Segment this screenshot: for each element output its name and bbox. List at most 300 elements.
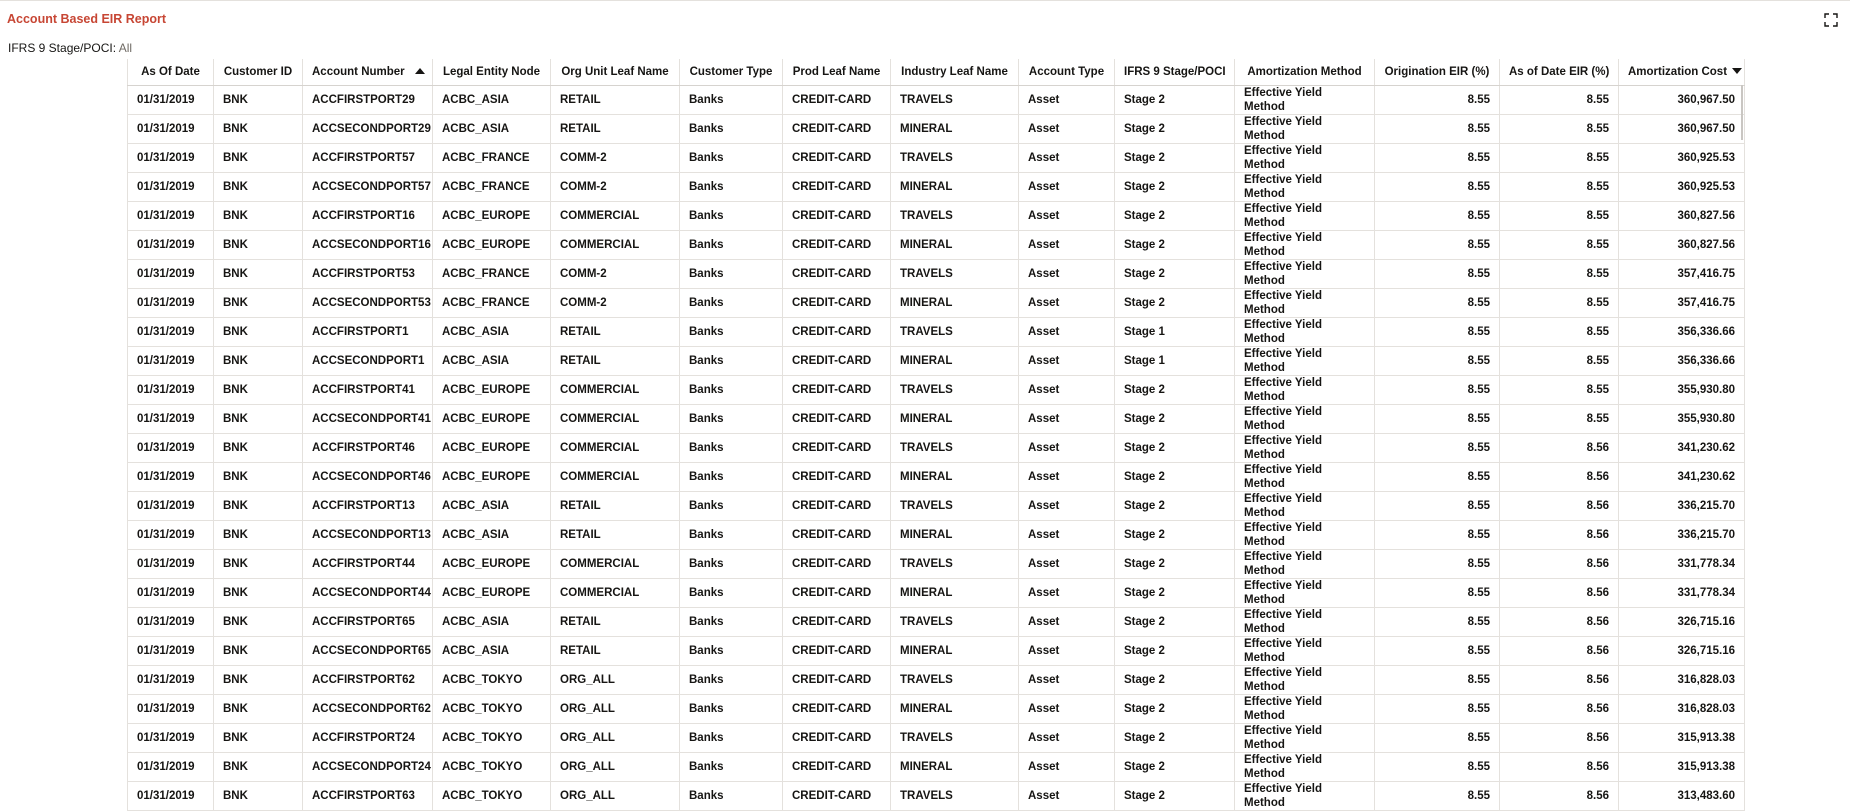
cell-amortization-cost: 341,230.62 xyxy=(1619,463,1745,492)
col-header-amortization-method[interactable]: Amortization Method xyxy=(1235,59,1375,86)
col-header-as-of-date-eir[interactable]: As of Date EIR (%) xyxy=(1500,59,1619,86)
cell-customer-id: BNK xyxy=(214,144,303,173)
cell-industry-leaf-name: MINERAL xyxy=(891,579,1019,608)
cell-as-of-date: 01/31/2019 xyxy=(128,521,214,550)
cell-legal-entity-node: ACBC_ASIA xyxy=(433,318,551,347)
cell-ifrs9-stage: Stage 2 xyxy=(1115,289,1235,318)
cell-legal-entity-node: ACBC_TOKYO xyxy=(433,724,551,753)
cell-industry-leaf-name: TRAVELS xyxy=(891,724,1019,753)
cell-account-type: Asset xyxy=(1019,202,1115,231)
table-row[interactable] xyxy=(128,724,1745,753)
cell-legal-entity-node: ACBC_ASIA xyxy=(433,115,551,144)
col-header-account-number[interactable]: Account Number xyxy=(303,59,433,86)
cell-legal-entity-node: ACBC_ASIA xyxy=(433,521,551,550)
cell-origination-eir: 8.55 xyxy=(1375,492,1500,521)
cell-customer-id: BNK xyxy=(214,434,303,463)
cell-ifrs9-stage: Stage 1 xyxy=(1115,318,1235,347)
table-row[interactable] xyxy=(128,637,1745,666)
cell-as-of-date-eir: 8.55 xyxy=(1500,376,1619,405)
cell-amortization-method: Effective Yield Method xyxy=(1235,579,1375,608)
cell-amortization-method: Effective Yield Method xyxy=(1235,434,1375,463)
filter-label: IFRS 9 Stage/POCI: xyxy=(8,41,117,55)
cell-account-type: Asset xyxy=(1019,782,1115,811)
table-row[interactable] xyxy=(128,608,1745,637)
cell-org-unit-leaf-name: COMMERCIAL xyxy=(551,550,680,579)
cell-customer-type: Banks xyxy=(680,608,783,637)
cell-amortization-method: Effective Yield Method xyxy=(1235,144,1375,173)
cell-ifrs9-stage: Stage 2 xyxy=(1115,637,1235,666)
table-row[interactable] xyxy=(128,231,1745,260)
cell-origination-eir: 8.55 xyxy=(1375,347,1500,376)
cell-amortization-method: Effective Yield Method xyxy=(1235,318,1375,347)
cell-account-number: ACCFIRSTPORT24 xyxy=(303,724,433,753)
col-header-account-type[interactable]: Account Type xyxy=(1019,59,1115,86)
cell-prod-leaf-name: CREDIT-CARD xyxy=(783,782,891,811)
cell-as-of-date: 01/31/2019 xyxy=(128,231,214,260)
table-row[interactable] xyxy=(128,202,1745,231)
cell-customer-type: Banks xyxy=(680,144,783,173)
cell-customer-id: BNK xyxy=(214,318,303,347)
col-header-amortization-cost[interactable]: Amortization Cost xyxy=(1619,59,1745,86)
cell-customer-id: BNK xyxy=(214,289,303,318)
cell-amortization-method: Effective Yield Method xyxy=(1235,115,1375,144)
col-header-as-of-date[interactable]: As Of Date xyxy=(128,59,214,86)
cell-industry-leaf-name: MINERAL xyxy=(891,463,1019,492)
cell-as-of-date-eir: 8.56 xyxy=(1500,434,1619,463)
cell-as-of-date: 01/31/2019 xyxy=(128,608,214,637)
cell-account-type: Asset xyxy=(1019,86,1115,115)
cell-origination-eir: 8.55 xyxy=(1375,724,1500,753)
cell-org-unit-leaf-name: COMM-2 xyxy=(551,144,680,173)
cell-prod-leaf-name: CREDIT-CARD xyxy=(783,231,891,260)
cell-customer-id: BNK xyxy=(214,492,303,521)
cell-industry-leaf-name: MINERAL xyxy=(891,115,1019,144)
cell-org-unit-leaf-name: ORG_ALL xyxy=(551,753,680,782)
col-header-industry-leaf-name[interactable]: Industry Leaf Name xyxy=(891,59,1019,86)
cell-account-number: ACCFIRSTPORT63 xyxy=(303,782,433,811)
table-row[interactable] xyxy=(128,347,1745,376)
cell-org-unit-leaf-name: COMMERCIAL xyxy=(551,231,680,260)
cell-amortization-cost: 331,778.34 xyxy=(1619,550,1745,579)
cell-amortization-method: Effective Yield Method xyxy=(1235,463,1375,492)
vertical-scrollbar[interactable] xyxy=(1741,85,1743,140)
table-row[interactable] xyxy=(128,115,1745,144)
cell-origination-eir: 8.55 xyxy=(1375,579,1500,608)
table-row[interactable] xyxy=(128,695,1745,724)
cell-account-type: Asset xyxy=(1019,724,1115,753)
cell-prod-leaf-name: CREDIT-CARD xyxy=(783,608,891,637)
cell-account-number: ACCSECONDPORT65 xyxy=(303,637,433,666)
cell-ifrs9-stage: Stage 2 xyxy=(1115,376,1235,405)
table-row[interactable] xyxy=(128,550,1745,579)
table-row[interactable] xyxy=(128,753,1745,782)
cell-customer-type: Banks xyxy=(680,666,783,695)
cell-legal-entity-node: ACBC_EUROPE xyxy=(433,202,551,231)
cell-ifrs9-stage: Stage 2 xyxy=(1115,463,1235,492)
cell-legal-entity-node: ACBC_ASIA xyxy=(433,492,551,521)
cell-as-of-date: 01/31/2019 xyxy=(128,260,214,289)
table-header-row xyxy=(128,59,1745,86)
cell-customer-id: BNK xyxy=(214,753,303,782)
cell-account-number: ACCSECONDPORT1 xyxy=(303,347,433,376)
sort-descending-icon[interactable] xyxy=(1732,68,1742,74)
col-header-origination-eir[interactable]: Origination EIR (%) xyxy=(1375,59,1500,86)
cell-ifrs9-stage: Stage 2 xyxy=(1115,695,1235,724)
cell-customer-id: BNK xyxy=(214,405,303,434)
cell-industry-leaf-name: TRAVELS xyxy=(891,434,1019,463)
cell-amortization-method: Effective Yield Method xyxy=(1235,202,1375,231)
cell-legal-entity-node: ACBC_EUROPE xyxy=(433,405,551,434)
col-header-prod-leaf-name[interactable]: Prod Leaf Name xyxy=(783,59,891,86)
cell-prod-leaf-name: CREDIT-CARD xyxy=(783,405,891,434)
cell-as-of-date-eir: 8.56 xyxy=(1500,724,1619,753)
cell-as-of-date: 01/31/2019 xyxy=(128,173,214,202)
cell-industry-leaf-name: MINERAL xyxy=(891,753,1019,782)
cell-as-of-date-eir: 8.56 xyxy=(1500,753,1619,782)
cell-origination-eir: 8.55 xyxy=(1375,695,1500,724)
cell-amortization-method: Effective Yield Method xyxy=(1235,695,1375,724)
top-divider xyxy=(0,0,1850,1)
table-row[interactable] xyxy=(128,260,1745,289)
cell-customer-type: Banks xyxy=(680,405,783,434)
cell-as-of-date-eir: 8.55 xyxy=(1500,173,1619,202)
cell-amortization-cost: 360,967.50 xyxy=(1619,86,1745,115)
cell-customer-id: BNK xyxy=(214,86,303,115)
cell-prod-leaf-name: CREDIT-CARD xyxy=(783,115,891,144)
cell-ifrs9-stage: Stage 2 xyxy=(1115,579,1235,608)
cell-as-of-date-eir: 8.55 xyxy=(1500,115,1619,144)
table-row[interactable] xyxy=(128,434,1745,463)
cell-org-unit-leaf-name: ORG_ALL xyxy=(551,724,680,753)
cell-customer-id: BNK xyxy=(214,463,303,492)
cell-org-unit-leaf-name: RETAIL xyxy=(551,115,680,144)
cell-legal-entity-node: ACBC_EUROPE xyxy=(433,434,551,463)
cell-account-number: ACCFIRSTPORT41 xyxy=(303,376,433,405)
cell-ifrs9-stage: Stage 2 xyxy=(1115,608,1235,637)
cell-ifrs9-stage: Stage 2 xyxy=(1115,434,1235,463)
cell-ifrs9-stage: Stage 2 xyxy=(1115,521,1235,550)
table-row[interactable] xyxy=(128,289,1745,318)
table-row[interactable] xyxy=(128,521,1745,550)
cell-account-number: ACCSECONDPORT57 xyxy=(303,173,433,202)
cell-account-number: ACCFIRSTPORT13 xyxy=(303,492,433,521)
cell-org-unit-leaf-name: COMM-2 xyxy=(551,289,680,318)
cell-origination-eir: 8.55 xyxy=(1375,289,1500,318)
cell-as-of-date: 01/31/2019 xyxy=(128,463,214,492)
cell-ifrs9-stage: Stage 1 xyxy=(1115,347,1235,376)
cell-as-of-date: 01/31/2019 xyxy=(128,86,214,115)
cell-origination-eir: 8.55 xyxy=(1375,608,1500,637)
cell-as-of-date-eir: 8.56 xyxy=(1500,637,1619,666)
cell-as-of-date: 01/31/2019 xyxy=(128,637,214,666)
cell-prod-leaf-name: CREDIT-CARD xyxy=(783,260,891,289)
cell-customer-type: Banks xyxy=(680,202,783,231)
table-row[interactable] xyxy=(128,405,1745,434)
cell-prod-leaf-name: CREDIT-CARD xyxy=(783,318,891,347)
cell-industry-leaf-name: TRAVELS xyxy=(891,666,1019,695)
cell-amortization-cost: 360,827.56 xyxy=(1619,231,1745,260)
table-row[interactable] xyxy=(128,579,1745,608)
cell-org-unit-leaf-name: RETAIL xyxy=(551,86,680,115)
cell-account-type: Asset xyxy=(1019,608,1115,637)
cell-org-unit-leaf-name: COMMERCIAL xyxy=(551,579,680,608)
cell-customer-type: Banks xyxy=(680,753,783,782)
table-row[interactable] xyxy=(128,463,1745,492)
cell-customer-id: BNK xyxy=(214,608,303,637)
cell-customer-id: BNK xyxy=(214,666,303,695)
cell-org-unit-leaf-name: RETAIL xyxy=(551,521,680,550)
cell-as-of-date-eir: 8.56 xyxy=(1500,608,1619,637)
cell-ifrs9-stage: Stage 2 xyxy=(1115,782,1235,811)
cell-amortization-cost: 336,215.70 xyxy=(1619,521,1745,550)
cell-account-type: Asset xyxy=(1019,405,1115,434)
cell-prod-leaf-name: CREDIT-CARD xyxy=(783,173,891,202)
cell-ifrs9-stage: Stage 2 xyxy=(1115,724,1235,753)
cell-amortization-cost: 341,230.62 xyxy=(1619,434,1745,463)
cell-account-type: Asset xyxy=(1019,666,1115,695)
cell-amortization-method: Effective Yield Method xyxy=(1235,492,1375,521)
cell-account-number: ACCFIRSTPORT53 xyxy=(303,260,433,289)
cell-amortization-cost: 357,416.75 xyxy=(1619,289,1745,318)
cell-ifrs9-stage: Stage 2 xyxy=(1115,753,1235,782)
cell-legal-entity-node: ACBC_ASIA xyxy=(433,347,551,376)
cell-industry-leaf-name: TRAVELS xyxy=(891,86,1019,115)
cell-customer-type: Banks xyxy=(680,318,783,347)
cell-origination-eir: 8.55 xyxy=(1375,173,1500,202)
cell-account-type: Asset xyxy=(1019,318,1115,347)
cell-industry-leaf-name: TRAVELS xyxy=(891,550,1019,579)
cell-customer-id: BNK xyxy=(214,782,303,811)
cell-industry-leaf-name: MINERAL xyxy=(891,347,1019,376)
cell-customer-id: BNK xyxy=(214,260,303,289)
cell-amortization-cost: 336,215.70 xyxy=(1619,492,1745,521)
cell-amortization-cost: 357,416.75 xyxy=(1619,260,1745,289)
col-header-customer-id[interactable]: Customer ID xyxy=(214,59,303,86)
cell-origination-eir: 8.55 xyxy=(1375,753,1500,782)
cell-as-of-date: 01/31/2019 xyxy=(128,289,214,318)
cell-ifrs9-stage: Stage 2 xyxy=(1115,405,1235,434)
cell-legal-entity-node: ACBC_FRANCE xyxy=(433,144,551,173)
cell-industry-leaf-name: TRAVELS xyxy=(891,376,1019,405)
cell-amortization-cost: 315,913.38 xyxy=(1619,753,1745,782)
sort-ascending-icon[interactable] xyxy=(415,68,425,74)
filter-summary xyxy=(8,41,132,55)
col-header-org-unit-leaf-name[interactable]: Org Unit Leaf Name xyxy=(551,59,680,86)
cell-ifrs9-stage: Stage 2 xyxy=(1115,115,1235,144)
cell-org-unit-leaf-name: RETAIL xyxy=(551,608,680,637)
col-header-customer-type[interactable]: Customer Type xyxy=(680,59,783,86)
cell-ifrs9-stage: Stage 2 xyxy=(1115,666,1235,695)
table-row[interactable] xyxy=(128,86,1745,115)
cell-as-of-date: 01/31/2019 xyxy=(128,202,214,231)
cell-as-of-date-eir: 8.55 xyxy=(1500,318,1619,347)
cell-account-type: Asset xyxy=(1019,550,1115,579)
cell-org-unit-leaf-name: RETAIL xyxy=(551,318,680,347)
cell-origination-eir: 8.55 xyxy=(1375,782,1500,811)
cell-account-number: ACCSECONDPORT41 xyxy=(303,405,433,434)
cell-origination-eir: 8.55 xyxy=(1375,521,1500,550)
cell-account-number: ACCFIRSTPORT29 xyxy=(303,86,433,115)
report-table-container[interactable] xyxy=(127,59,1744,809)
report-table xyxy=(127,59,1745,811)
cell-as-of-date: 01/31/2019 xyxy=(128,376,214,405)
cell-customer-id: BNK xyxy=(214,637,303,666)
cell-amortization-cost: 356,336.66 xyxy=(1619,318,1745,347)
cell-customer-type: Banks xyxy=(680,550,783,579)
cell-account-number: ACCFIRSTPORT44 xyxy=(303,550,433,579)
cell-as-of-date: 01/31/2019 xyxy=(128,782,214,811)
cell-customer-type: Banks xyxy=(680,521,783,550)
cell-account-type: Asset xyxy=(1019,144,1115,173)
cell-customer-type: Banks xyxy=(680,463,783,492)
cell-customer-type: Banks xyxy=(680,115,783,144)
cell-amortization-cost: 326,715.16 xyxy=(1619,608,1745,637)
cell-industry-leaf-name: TRAVELS xyxy=(891,608,1019,637)
cell-account-number: ACCSECONDPORT13 xyxy=(303,521,433,550)
cell-legal-entity-node: ACBC_FRANCE xyxy=(433,289,551,318)
cell-prod-leaf-name: CREDIT-CARD xyxy=(783,550,891,579)
cell-ifrs9-stage: Stage 2 xyxy=(1115,173,1235,202)
cell-customer-id: BNK xyxy=(214,521,303,550)
cell-as-of-date: 01/31/2019 xyxy=(128,579,214,608)
cell-customer-type: Banks xyxy=(680,492,783,521)
cell-customer-type: Banks xyxy=(680,434,783,463)
cell-origination-eir: 8.55 xyxy=(1375,231,1500,260)
report-title: Account Based EIR Report xyxy=(7,12,167,26)
cell-account-number: ACCSECONDPORT16 xyxy=(303,231,433,260)
table-row[interactable] xyxy=(128,782,1745,811)
cell-account-type: Asset xyxy=(1019,347,1115,376)
col-header-ifrs9-stage[interactable]: IFRS 9 Stage/POCI xyxy=(1115,59,1235,86)
cell-as-of-date-eir: 8.56 xyxy=(1500,695,1619,724)
cell-industry-leaf-name: TRAVELS xyxy=(891,144,1019,173)
cell-amortization-cost: 355,930.80 xyxy=(1619,376,1745,405)
cell-customer-id: BNK xyxy=(214,695,303,724)
cell-legal-entity-node: ACBC_FRANCE xyxy=(433,173,551,202)
cell-customer-id: BNK xyxy=(214,173,303,202)
cell-account-number: ACCFIRSTPORT65 xyxy=(303,608,433,637)
cell-origination-eir: 8.55 xyxy=(1375,434,1500,463)
cell-origination-eir: 8.55 xyxy=(1375,202,1500,231)
cell-as-of-date: 01/31/2019 xyxy=(128,318,214,347)
cell-account-type: Asset xyxy=(1019,521,1115,550)
cell-industry-leaf-name: MINERAL xyxy=(891,231,1019,260)
cell-amortization-cost: 326,715.16 xyxy=(1619,637,1745,666)
cell-amortization-method: Effective Yield Method xyxy=(1235,608,1375,637)
cell-amortization-cost: 313,483.60 xyxy=(1619,782,1745,811)
cell-amortization-method: Effective Yield Method xyxy=(1235,405,1375,434)
cell-amortization-method: Effective Yield Method xyxy=(1235,347,1375,376)
cell-org-unit-leaf-name: COMM-2 xyxy=(551,260,680,289)
cell-as-of-date-eir: 8.56 xyxy=(1500,521,1619,550)
cell-account-number: ACCSECONDPORT24 xyxy=(303,753,433,782)
cell-origination-eir: 8.55 xyxy=(1375,463,1500,492)
cell-as-of-date: 01/31/2019 xyxy=(128,405,214,434)
cell-account-type: Asset xyxy=(1019,637,1115,666)
table-row[interactable] xyxy=(128,666,1745,695)
cell-as-of-date: 01/31/2019 xyxy=(128,666,214,695)
cell-as-of-date-eir: 8.55 xyxy=(1500,231,1619,260)
cell-org-unit-leaf-name: COMMERCIAL xyxy=(551,434,680,463)
cell-as-of-date-eir: 8.55 xyxy=(1500,86,1619,115)
cell-amortization-cost: 360,925.53 xyxy=(1619,173,1745,202)
cell-prod-leaf-name: CREDIT-CARD xyxy=(783,753,891,782)
cell-org-unit-leaf-name: ORG_ALL xyxy=(551,782,680,811)
cell-amortization-method: Effective Yield Method xyxy=(1235,782,1375,811)
cell-prod-leaf-name: CREDIT-CARD xyxy=(783,637,891,666)
cell-customer-type: Banks xyxy=(680,695,783,724)
cell-as-of-date-eir: 8.56 xyxy=(1500,492,1619,521)
cell-customer-id: BNK xyxy=(214,376,303,405)
cell-account-type: Asset xyxy=(1019,260,1115,289)
cell-account-type: Asset xyxy=(1019,579,1115,608)
cell-amortization-cost: 355,930.80 xyxy=(1619,405,1745,434)
col-header-legal-entity-node[interactable]: Legal Entity Node xyxy=(433,59,551,86)
cell-account-type: Asset xyxy=(1019,115,1115,144)
cell-prod-leaf-name: CREDIT-CARD xyxy=(783,144,891,173)
cell-amortization-method: Effective Yield Method xyxy=(1235,521,1375,550)
cell-amortization-method: Effective Yield Method xyxy=(1235,260,1375,289)
cell-customer-type: Banks xyxy=(680,289,783,318)
cell-ifrs9-stage: Stage 2 xyxy=(1115,202,1235,231)
table-row[interactable] xyxy=(128,173,1745,202)
cell-org-unit-leaf-name: COMM-2 xyxy=(551,173,680,202)
cell-prod-leaf-name: CREDIT-CARD xyxy=(783,666,891,695)
cell-legal-entity-node: ACBC_EUROPE xyxy=(433,231,551,260)
cell-prod-leaf-name: CREDIT-CARD xyxy=(783,579,891,608)
cell-prod-leaf-name: CREDIT-CARD xyxy=(783,434,891,463)
expand-icon[interactable] xyxy=(1824,13,1838,27)
cell-origination-eir: 8.55 xyxy=(1375,637,1500,666)
cell-legal-entity-node: ACBC_EUROPE xyxy=(433,376,551,405)
cell-origination-eir: 8.55 xyxy=(1375,405,1500,434)
cell-amortization-cost: 331,778.34 xyxy=(1619,579,1745,608)
cell-account-number: ACCFIRSTPORT62 xyxy=(303,666,433,695)
cell-customer-type: Banks xyxy=(680,231,783,260)
cell-industry-leaf-name: TRAVELS xyxy=(891,260,1019,289)
cell-amortization-cost: 315,913.38 xyxy=(1619,724,1745,753)
cell-customer-type: Banks xyxy=(680,637,783,666)
cell-prod-leaf-name: CREDIT-CARD xyxy=(783,347,891,376)
cell-amortization-method: Effective Yield Method xyxy=(1235,173,1375,202)
cell-customer-type: Banks xyxy=(680,260,783,289)
cell-customer-type: Banks xyxy=(680,376,783,405)
cell-amortization-method: Effective Yield Method xyxy=(1235,724,1375,753)
cell-origination-eir: 8.55 xyxy=(1375,86,1500,115)
cell-amortization-method: Effective Yield Method xyxy=(1235,753,1375,782)
cell-org-unit-leaf-name: COMMERCIAL xyxy=(551,376,680,405)
filter-value: All xyxy=(118,41,133,55)
cell-amortization-cost: 356,336.66 xyxy=(1619,347,1745,376)
cell-customer-type: Banks xyxy=(680,347,783,376)
table-row[interactable] xyxy=(128,376,1745,405)
cell-customer-type: Banks xyxy=(680,173,783,202)
cell-prod-leaf-name: CREDIT-CARD xyxy=(783,463,891,492)
cell-as-of-date-eir: 8.56 xyxy=(1500,782,1619,811)
cell-customer-id: BNK xyxy=(214,115,303,144)
cell-as-of-date: 01/31/2019 xyxy=(128,695,214,724)
cell-account-number: ACCFIRSTPORT57 xyxy=(303,144,433,173)
cell-prod-leaf-name: CREDIT-CARD xyxy=(783,376,891,405)
cell-prod-leaf-name: CREDIT-CARD xyxy=(783,289,891,318)
cell-amortization-method: Effective Yield Method xyxy=(1235,550,1375,579)
cell-industry-leaf-name: MINERAL xyxy=(891,521,1019,550)
cell-as-of-date: 01/31/2019 xyxy=(128,434,214,463)
table-row[interactable] xyxy=(128,318,1745,347)
cell-account-type: Asset xyxy=(1019,289,1115,318)
table-row[interactable] xyxy=(128,492,1745,521)
table-row[interactable] xyxy=(128,144,1745,173)
